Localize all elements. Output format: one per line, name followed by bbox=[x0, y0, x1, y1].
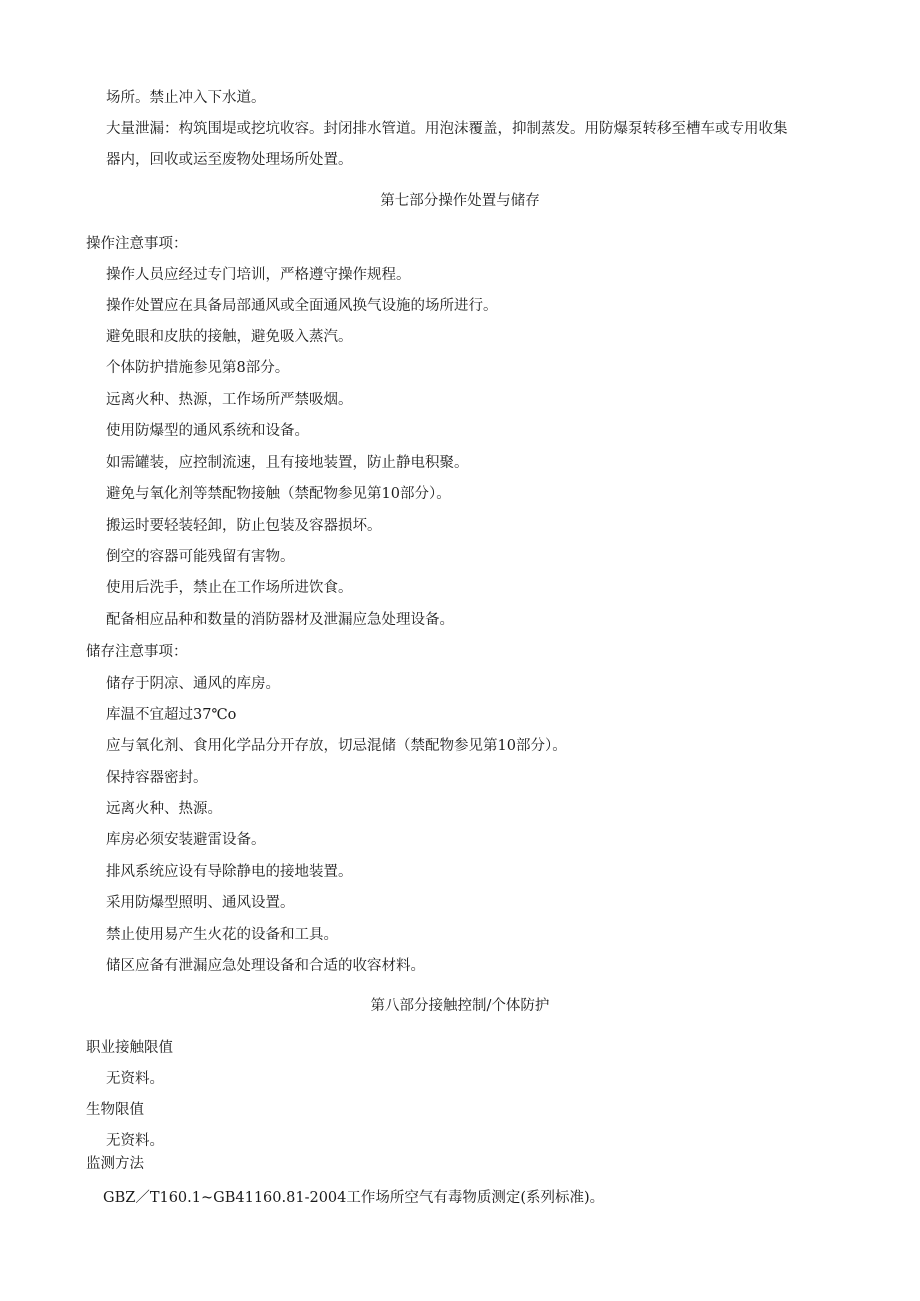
operation-item: 操作处置应在具备局部通风或全面通风换气设施的场所进行。 bbox=[106, 298, 498, 314]
operation-item: 使用后洗手，禁止在工作场所进饮食。 bbox=[106, 580, 353, 596]
large-leak-text-line2: 器内，回收或运至废物处理场所处置。 bbox=[106, 152, 353, 168]
operation-item: 如需罐装，应控制流速，且有接地装置，防止静电积聚。 bbox=[106, 455, 469, 471]
operation-item: 使用防爆型的通风系统和设备。 bbox=[106, 423, 309, 439]
operation-item: 避免眼和皮肤的接触，避免吸入蒸汽。 bbox=[106, 329, 353, 345]
operation-item: 个体防护措施参见第8部分。 bbox=[106, 360, 290, 376]
storage-item: 储区应备有泄漏应急处理设备和合适的收容材料。 bbox=[106, 958, 425, 974]
large-leak-text-line1: 大量泄漏：构筑围堤或挖坑收容。封闭排水管道。用泡沫覆盖，抑制蒸发。用防爆泵转移至槽车或专用收集 bbox=[106, 121, 788, 137]
small-leak-tail-text: 场所。禁止冲入下水道。 bbox=[106, 90, 266, 106]
biological-limit-value: 无资料。 bbox=[106, 1133, 164, 1149]
storage-item: 远离火种、热源。 bbox=[106, 801, 222, 817]
storage-item: 储存于阴凉、通风的库房。 bbox=[106, 676, 280, 692]
operation-item: 配备相应品种和数量的消防器材及泄漏应急处理设备。 bbox=[106, 612, 454, 628]
operation-item: 远离火种、热源，工作场所严禁吸烟。 bbox=[106, 392, 353, 408]
storage-item: 库温不宜超过37℃o bbox=[106, 707, 237, 723]
monitoring-method-heading: 监测方法 bbox=[86, 1156, 144, 1172]
storage-item: 保持容器密封。 bbox=[106, 770, 208, 786]
operation-item: 操作人员应经过专门培训，严格遵守操作规程。 bbox=[106, 267, 411, 283]
storage-item: 禁止使用易产生火花的设备和工具。 bbox=[106, 927, 338, 943]
operation-item: 避免与氧化剂等禁配物接触（禁配物参见第10部分）。 bbox=[106, 486, 451, 502]
operation-item: 搬运时要轻装轻卸，防止包装及容器损坏。 bbox=[106, 518, 382, 534]
occupational-limit-heading: 职业接触限值 bbox=[86, 1040, 173, 1056]
operation-item: 倒空的容器可能残留有害物。 bbox=[106, 549, 295, 565]
biological-limit-heading: 生物限值 bbox=[86, 1102, 144, 1118]
storage-item: 采用防爆型照明、通风设置。 bbox=[106, 895, 295, 911]
section8-title: 第八部分接触控制/个体防护 bbox=[370, 998, 550, 1014]
occupational-limit-value: 无资料。 bbox=[106, 1071, 164, 1087]
storage-heading: 储存注意事项： bbox=[86, 644, 188, 660]
operation-heading: 操作注意事项： bbox=[86, 236, 188, 252]
section7-title: 第七部分操作处置与储存 bbox=[380, 193, 540, 209]
storage-item: 库房必须安装避雷设备。 bbox=[106, 832, 266, 848]
monitoring-method-value: GBZ／T160.1~GB41160.81-2004工作场所空气有毒物质测定(系列标准)。 bbox=[103, 1190, 605, 1206]
storage-item: 应与氧化剂、食用化学品分开存放，切忌混储（禁配物参见第10部分）。 bbox=[106, 738, 567, 754]
storage-item: 排风系统应设有导除静电的接地装置。 bbox=[106, 864, 353, 880]
